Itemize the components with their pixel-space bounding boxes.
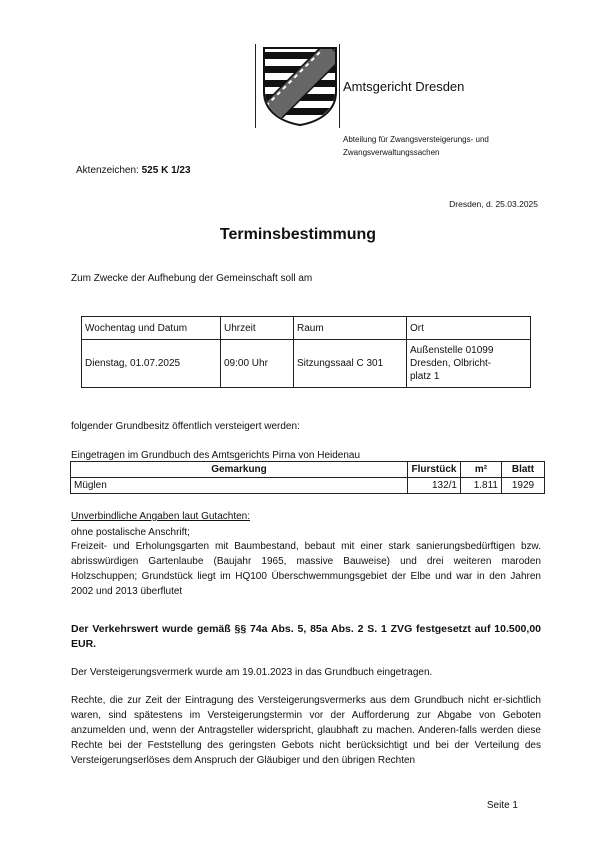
place-line-3: platz 1 [410,371,440,382]
appointment-room: Sitzungssaal C 301 [294,340,407,388]
property-gemarkung: Müglen [71,478,408,494]
header-gemarkung: Gemarkung [71,462,408,478]
following-text: folgender Grundbesitz öffentlich versteigert werden: [71,421,300,432]
page-title: Terminsbestimmung [219,226,377,243]
auction-note: Der Versteigerungsvermerk wurde am 19.01.2023 in das Grundbuch eingetragen. [71,667,433,678]
place-line-2: Dresden, Olbricht- [410,358,492,369]
page-number: Seite 1 [486,800,518,811]
non-binding-heading: Unverbindliche Angaben laut Gutachten: [71,511,251,522]
header-time: Uhrzeit [221,317,294,340]
header-flurstueck: Flurstück [408,462,461,478]
saxony-coat-of-arms-icon [262,46,338,126]
appointment-table [81,316,531,388]
header-divider-right [339,44,340,128]
non-binding-description: Freizeit- und Erholungsgarten mit Baumbestand, bebaut mit einer stark sanierungsbedürftigen bzw. abrisswürdigen Gartenlaube (Baujahr 1965, massive Bauweise) und drei weiteren maroden Holzschuppen; Grundstück liegt im HQ100 Überschwemmungsgebiet der Elbe und war in den Jahren 2002 und 2013 überflutet [71,541,541,597]
rights-paragraph: Rechte, die zur Zeit der Eintragung des Versteigerungsvermerks aus dem Grundbuch nicht er-sichtlich waren, sind spätestens im Versteigerungstermin vor der Aufforderung zur Abgabe von Geboten anzumelden und, wenn der Antragsteller widerspricht, glaubhaft zu machen. Anderen-falls werden diese Rechte bei der Feststellung des geringsten Gebots nicht berücksichtigt und bei der Verteilung des Versteigerungserlöses dem Anspruch der Gläubiger und den übrigen Rechten [71,695,541,766]
header-area: m² [461,462,502,478]
appointment-date: Dienstag, 01.07.2025 [82,340,221,388]
property-area: 1.811 [461,478,502,494]
header-date: Wochentag und Datum [82,317,221,340]
appointment-table-row [82,340,531,388]
appointment-table-header [82,317,531,340]
header-room: Raum [294,317,407,340]
court-name: Amtsgericht Dresden [343,79,465,94]
document-date: Dresden, d. 25.03.2025 [449,199,538,209]
file-reference-label: Aktenzeichen: [76,165,139,176]
land-register-text: Eingetragen im Grundbuch des Amtsgerichts Pirna von Heidenau [71,450,361,461]
court-department [343,133,489,159]
market-value-statement: Der Verkehrswert wurde gemäß §§ 74a Abs. 5, 85a Abs. 2 S. 1 ZVG festgesetzt auf 10.500,00 EUR. [71,623,541,650]
header-divider-left [255,44,256,128]
property-table-row [71,478,545,494]
department-line-2: Zwangsverwaltungssachen [343,148,440,157]
intro-text: Zum Zwecke der Aufhebung der Gemeinschaft soll am [71,273,313,284]
property-flurstueck: 132/1 [408,478,461,494]
header-blatt: Blatt [502,462,545,478]
appointment-place [407,340,531,388]
property-table-header [71,462,545,478]
department-line-1: Abteilung für Zwangsversteigerungs- und [343,135,489,144]
appointment-time: 09:00 Uhr [221,340,294,388]
file-reference [76,165,191,176]
file-reference-value: 525 K 1/23 [141,165,191,176]
property-table [70,461,545,494]
place-line-1: Außenstelle 01099 [410,345,494,356]
property-blatt: 1929 [502,478,545,494]
non-binding-address: ohne postalische Anschrift; [71,527,190,538]
header-place: Ort [407,317,531,340]
